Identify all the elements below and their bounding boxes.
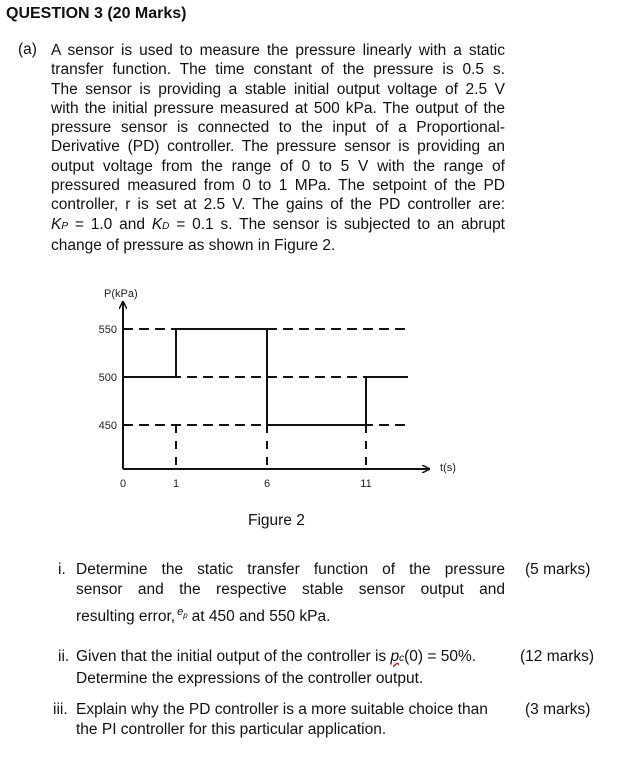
paragraph-line: A sensor is used to measure the pressure linearly with a static	[51, 42, 505, 59]
paragraph-line: pressure sensor is connected to the input of a Proportional-	[51, 119, 505, 137]
paragraph-line: with the initial pressure measured at 500 kPa. The output of the	[51, 99, 505, 117]
paragraph-line: transfer function. The time constant of the pressure is 0.5 s.	[51, 61, 505, 79]
question-title: QUESTION 3 (20 Marks)	[6, 5, 187, 22]
question-line: Given that the initial output of the controller is pc(0) = 50%.	[76, 648, 477, 665]
kd-value: = 0.1 s. The sensor is subjected to an abrupt	[169, 215, 505, 233]
y-tick-label: 500	[98, 372, 117, 384]
question-iii	[53, 700, 623, 742]
error-symbol: $e_p$	[177, 606, 188, 621]
question-line	[76, 607, 505, 632]
y-axis-label: P(kPa)	[104, 288, 138, 300]
pressure-series-line	[123, 329, 408, 425]
question-number: ii.	[58, 648, 70, 665]
part-label: (a)	[18, 41, 37, 58]
error-prefix: resulting error,	[76, 608, 176, 625]
paragraph-line: pressured measured from 0 to 1 MPa. The setpoint of the PD	[51, 177, 505, 195]
marks-label: (3 marks)	[525, 701, 591, 718]
question-line: sensor and the respective stable sensor output and	[76, 580, 505, 598]
kp-value: = 1.0 and	[68, 215, 152, 233]
error-suffix: at 450 and 550 kPa.	[191, 608, 331, 625]
kd-subscript: D	[162, 220, 170, 232]
question-i	[58, 560, 618, 630]
question-text	[76, 560, 505, 632]
paragraph-line: The sensor is providing a stable initial output voltage of 2.5 V	[51, 80, 505, 98]
question-text	[76, 647, 505, 688]
question-line: Explain why the PD controller is a more suitable choice than	[76, 701, 488, 718]
kd-symbol: K	[151, 215, 163, 233]
question-text	[76, 700, 505, 739]
x-tick-label: 11	[360, 478, 372, 490]
y-tick-label: 450	[98, 420, 117, 432]
pc-symbol: p	[390, 648, 400, 665]
x-axis-label: t(s)	[440, 462, 456, 474]
kp-subscript: P	[61, 220, 69, 232]
x-tick-label: 0	[119, 478, 127, 490]
paragraph-last-line: change of pressure as shown in Figure 2.	[51, 236, 336, 254]
question-ii	[58, 647, 628, 689]
question-line: the PI controller for this particular application.	[76, 720, 387, 738]
x-tick-label: 6	[263, 478, 271, 490]
question-line: Determine the expressions of the controller output.	[76, 669, 424, 687]
paragraph-line: Derivative (PD) controller. The pressure sensor is providing an	[51, 138, 505, 156]
figure-caption: Figure 2	[248, 512, 305, 529]
kp-symbol: K	[51, 215, 62, 233]
pc-subscript: c	[399, 653, 405, 664]
question-number: i.	[58, 561, 66, 578]
marks-label: (12 marks)	[520, 648, 595, 665]
question-line: Determine the static transfer function of the pressure	[76, 561, 505, 578]
marks-label: (5 marks)	[525, 561, 591, 578]
question-number: iii.	[53, 701, 68, 718]
y-tick-label: 550	[98, 324, 117, 336]
x-tick-label: 1	[172, 478, 180, 490]
paragraph-line: controller, r is set at 2.5 V. The gains of the PD controller are:	[51, 196, 505, 214]
paragraph-line: output voltage from the range of 0 to 5 V with the range of	[51, 157, 505, 175]
